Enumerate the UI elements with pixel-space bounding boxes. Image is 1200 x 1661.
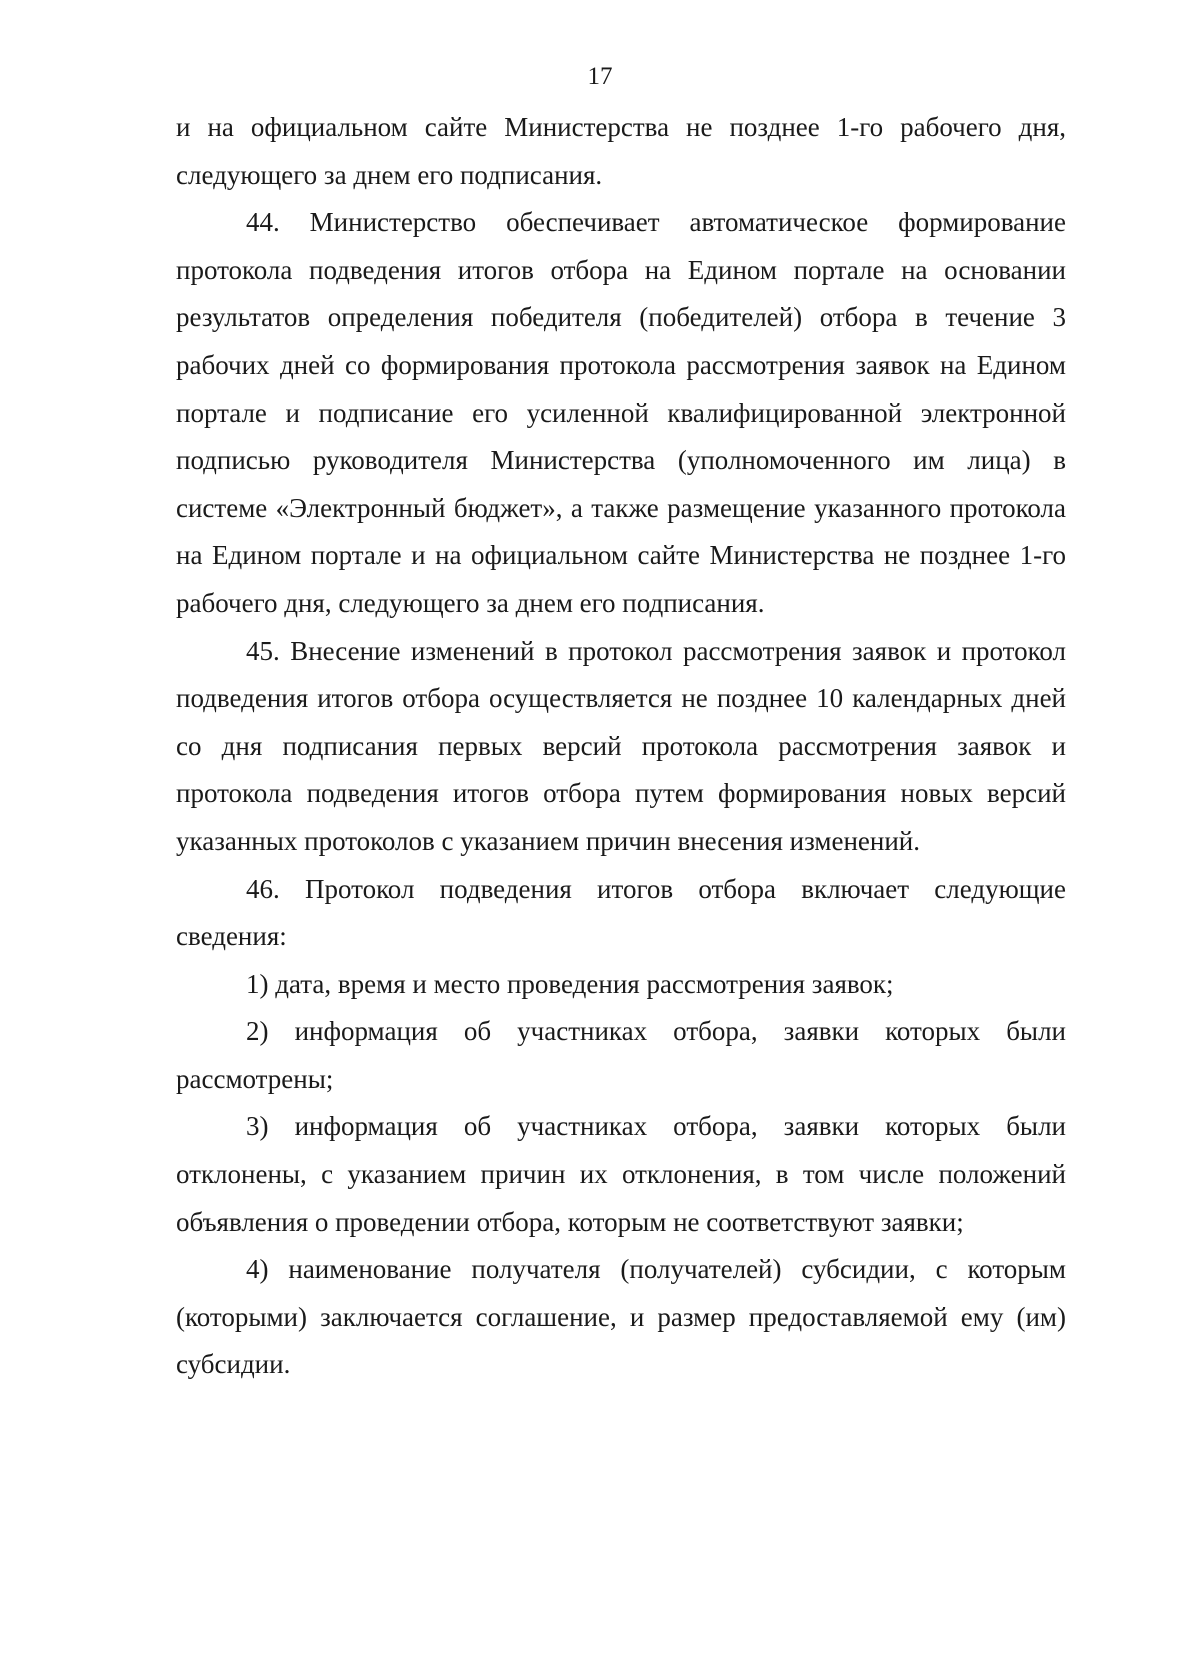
paragraph-44: 44. Министерство обеспечивает автоматическое формирование протокола подведения итогов отбора на Едином портале на основании результатов определения победителя (победителей) отбора в течение 3 рабочих дней со формирования протокола рассмотрения заявок на Едином портале и подписание его усиленной квалифицированной электронной подписью руководителя Министерства (уполномоченного им лица) в системе «Электронный бюджет», а также размещение указанного протокола на Едином портале и на официальном сайте Министерства не позднее 1-го рабочего дня, следующего за днем его подписания. — [176, 207, 1066, 618]
paragraph-46: 46. Протокол подведения итогов отбора включает следующие сведения: — [176, 873, 1066, 952]
document-body — [176, 104, 1066, 1389]
paragraph-continuation: и на официальном сайте Министерства не позднее 1-го рабочего дня, следующего за днем его подписания. — [176, 112, 1066, 190]
page-number: 17 — [587, 63, 613, 90]
paragraph-45: 45. Внесение изменений в протокол рассмотрения заявок и протокол подведения итогов отбора осуществляется не позднее 10 календарных дней со дня подписания первых версий протокола рассмотрения заявок и протокола подведения итогов отбора путем формирования новых версий указанных протоколов с указанием причин внесения изменений. — [176, 635, 1066, 856]
list-item-3: 3) информация об участниках отбора, заявки которых были отклонены, с указанием причин их отклонения, в том числе положений объявления о проведении отбора, которым не соответствуют заявки; — [176, 1111, 1066, 1237]
list-item-4: 4) наименование получателя (получателей) субсидии, с которым (которыми) заключается соглашение, и размер предоставляемой ему (им) субсидии. — [176, 1254, 1066, 1380]
list-item-2: 2) информация об участниках отбора, заявки которых были рассмотрены; — [176, 1016, 1066, 1094]
list-item-1: 1) дата, время и место проведения рассмотрения заявок; — [246, 968, 894, 999]
